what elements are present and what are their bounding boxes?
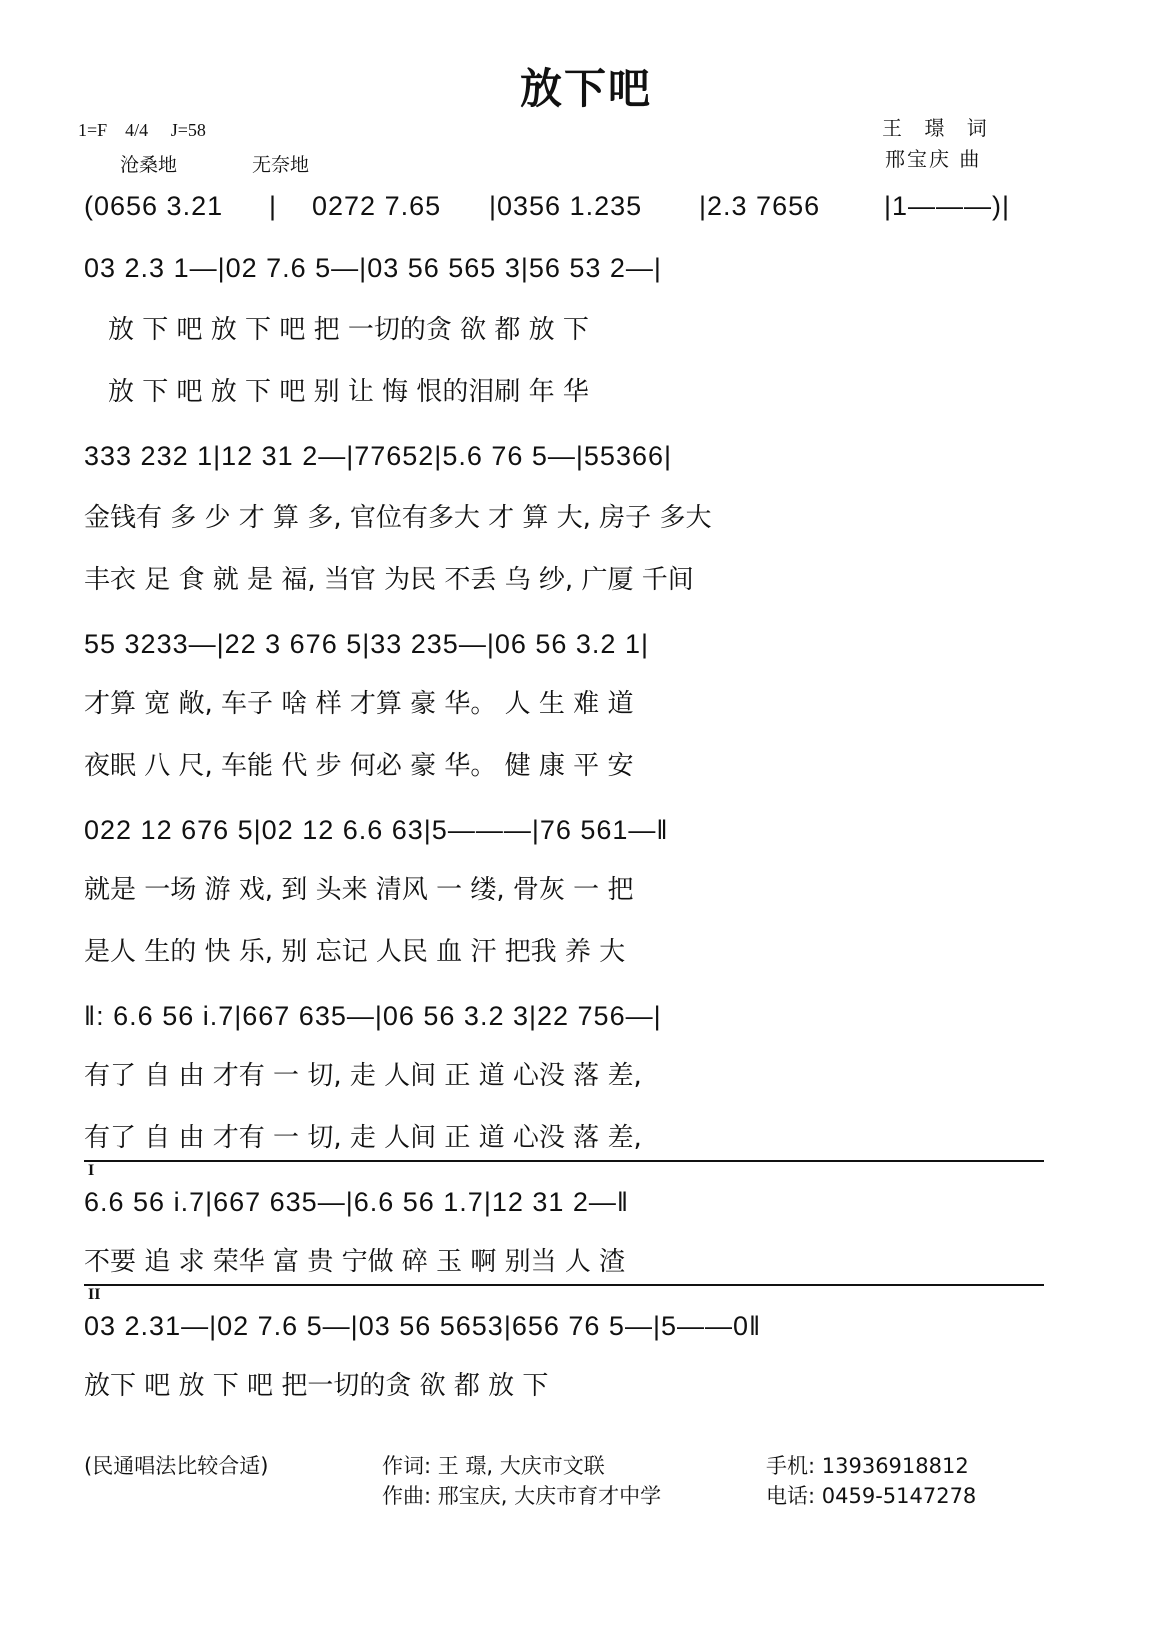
barline: | [269, 191, 278, 221]
intro-measure-2: 0272 7.65 [312, 191, 442, 221]
expression-2: 无奈地 [252, 154, 310, 176]
time-signature: 4/4 [125, 120, 149, 140]
intro-measure-3: |0356 1.235 [489, 191, 643, 221]
expression-1: 沧桑地 [120, 154, 178, 176]
lyric-line: 不要 追 求 荣华 富 贵 宁做 碎 玉 啊 别当 人 渣 [84, 1247, 626, 1277]
volta-2-label: II [88, 1286, 101, 1303]
intro-measure-4: |2.3 7656 [699, 191, 821, 221]
lyric-line: 丰衣 足 食 就 是 福, 当官 为民 不丢 乌 纱, 广厦 千间 [84, 565, 694, 595]
notation-line: 55 3233—|22 3 676 5|33 235—|06 56 3.2 1| [84, 629, 649, 659]
notation-line: 022 12 676 5|02 12 6.6 63|5———|76 561—‖ [84, 815, 669, 845]
notation-row-intro [84, 186, 1094, 226]
lyricist-info: 作词: 王 璟, 大庆市文联 [382, 1454, 605, 1478]
key-signature [78, 120, 206, 141]
volta-bracket-2 [84, 1284, 1044, 1286]
mobile-number: 手机: 13936918812 [766, 1454, 969, 1478]
notation-line: 03 2.3 1—|02 7.6 5—|03 56 565 3|56 53 2—| [84, 253, 662, 283]
song-title: 放下吧 [519, 64, 652, 113]
notation-row-3 [84, 624, 1094, 664]
notation-line: ‖: 6.6 56 i.7|667 635—|06 56 3.2 3|22 756—| [84, 1001, 662, 1031]
lyric-line: 放下 吧 放 下 吧 把一切的贪 欲 都 放 下 [84, 1371, 549, 1401]
composer-info: 作曲: 邢宝庆, 大庆市育才中学 [382, 1484, 662, 1508]
phone-number: 电话: 0459-5147278 [766, 1484, 977, 1508]
lyric-line: 金钱有 多 少 才 算 多, 官位有多大 才 算 大, 房子 多大 [84, 503, 712, 533]
lyric-line: 才算 宽 敞, 车子 啥 样 才算 豪 华。 人 生 难 道 [84, 689, 634, 719]
intro-measure-1: (0656 3.21 [84, 191, 224, 221]
notation-row-6 [84, 1182, 1094, 1222]
lyric-line: 放 下 吧 放 下 吧 别 让 悔 恨的泪刷 年 华 [108, 377, 589, 407]
notation-row-2 [84, 436, 1094, 476]
singing-style-note: (民通唱法比较合适) [84, 1454, 269, 1478]
lyric-line: 有了 自 由 才有 一 切, 走 人间 正 道 心没 落 差, [84, 1061, 642, 1091]
intro-measure-5: |1———)| [884, 191, 1011, 221]
composer-credit: 邢宝庆 曲 [885, 147, 982, 171]
notation-line: 6.6 56 i.7|667 635—|6.6 56 1.7|12 31 2—‖ [84, 1187, 630, 1217]
tempo: J=58 [170, 120, 206, 140]
lyric-line: 有了 自 由 才有 一 切, 走 人间 正 道 心没 落 差, [84, 1123, 642, 1153]
lyric-line: 是人 生的 快 乐, 别 忘记 人民 血 汗 把我 养 大 [84, 937, 626, 967]
notation-row-4 [84, 810, 1094, 850]
lyricist-credit: 王 璟 词 [882, 116, 995, 140]
notation-row-5 [84, 996, 1094, 1036]
notation-row-7 [84, 1306, 1094, 1346]
lyric-line: 夜眠 八 尺, 车能 代 步 何必 豪 华。 健 康 平 安 [84, 751, 634, 781]
key: 1=F [78, 120, 108, 140]
notation-row-1 [84, 248, 1094, 288]
volta-bracket-1 [84, 1160, 1044, 1162]
notation-line: 333 232 1|12 31 2—|77652|5.6 76 5—|55366| [84, 441, 673, 471]
lyric-line: 放 下 吧 放 下 吧 把 一切的贪 欲 都 放 下 [108, 315, 589, 345]
volta-1-label: I [88, 1162, 95, 1179]
lyric-line: 就是 一场 游 戏, 到 头来 清风 一 缕, 骨灰 一 把 [84, 875, 634, 905]
notation-line: 03 2.31—|02 7.6 5—|03 56 5653|656 76 5—|5——0‖ [84, 1311, 762, 1341]
